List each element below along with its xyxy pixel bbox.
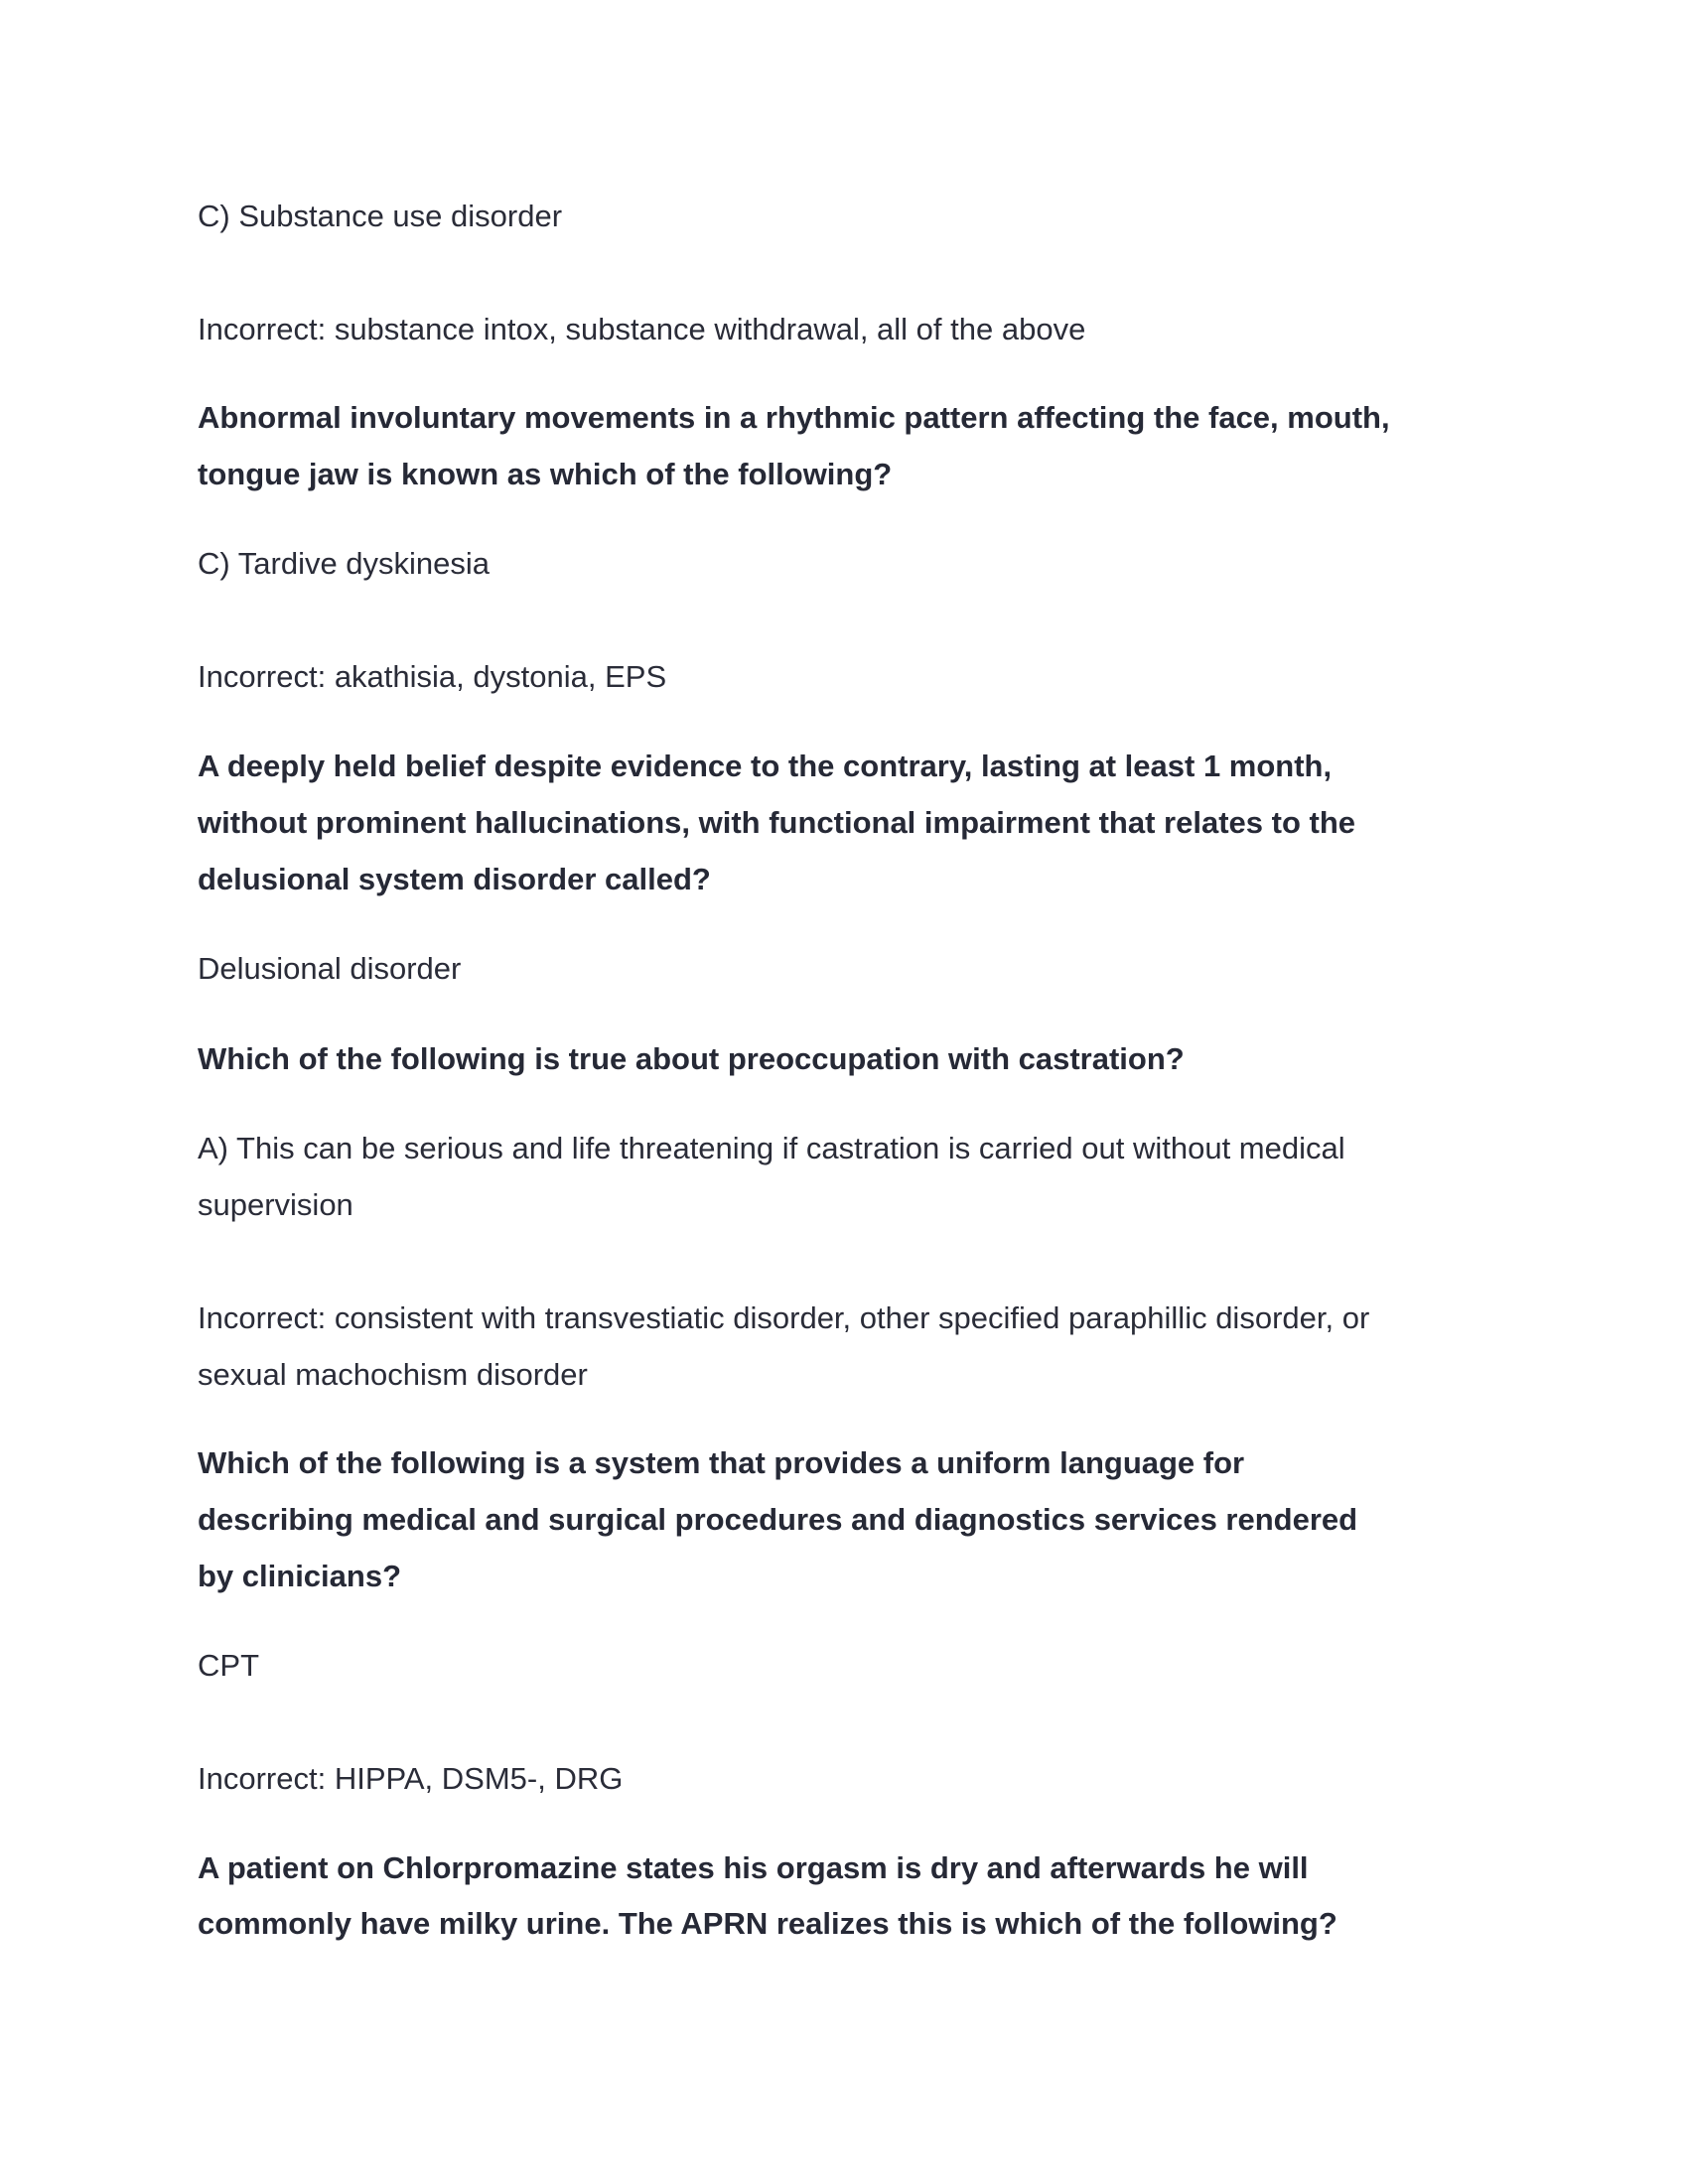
incorrect-options-text: Incorrect: consistent with transvestiatic disorder, other specified paraphillic disorder, or [198,1300,1370,1335]
question-text: Abnormal involuntary movements in a rhythmic pattern affecting the face, mouth, [198,400,1390,435]
question-text: describing medical and surgical procedures and diagnostics services rendered [198,1502,1358,1537]
answer-text: CPT [198,1648,259,1683]
question-text: A deeply held belief despite evidence to the contrary, lasting at least 1 month, [198,749,1333,783]
question-text: Which of the following is a system that provides a uniform language for [198,1445,1245,1480]
answer-text: A) This can be serious and life threatening if castration is carried out without medical [198,1131,1345,1165]
answer-text: supervision [198,1187,353,1222]
incorrect-options-text: sexual machochism disorder [198,1357,588,1392]
question-text: delusional system disorder called? [198,862,711,896]
answer-text: Delusional disorder [198,951,462,986]
question-text: by clinicians? [198,1559,402,1593]
question-text: tongue jaw is known as which of the following? [198,457,893,491]
question-text: A patient on Chlorpromazine states his orgasm is dry and afterwards he will [198,1850,1309,1885]
question-text: without prominent hallucinations, with functional impairment that relates to the [198,805,1355,840]
incorrect-options-text: Incorrect: akathisia, dystonia, EPS [198,659,667,694]
question-text: Which of the following is true about preoccupation with castration? [198,1041,1185,1076]
answer-text: C) Tardive dyskinesia [198,546,491,581]
incorrect-options-text: Incorrect: HIPPA, DSM5-, DRG [198,1761,624,1796]
answer-text: C) Substance use disorder [198,199,563,233]
question-text: commonly have milky urine. The APRN realizes this is which of the following? [198,1906,1337,1941]
incorrect-options-text: Incorrect: substance intox, substance withdrawal, all of the above [198,312,1086,346]
